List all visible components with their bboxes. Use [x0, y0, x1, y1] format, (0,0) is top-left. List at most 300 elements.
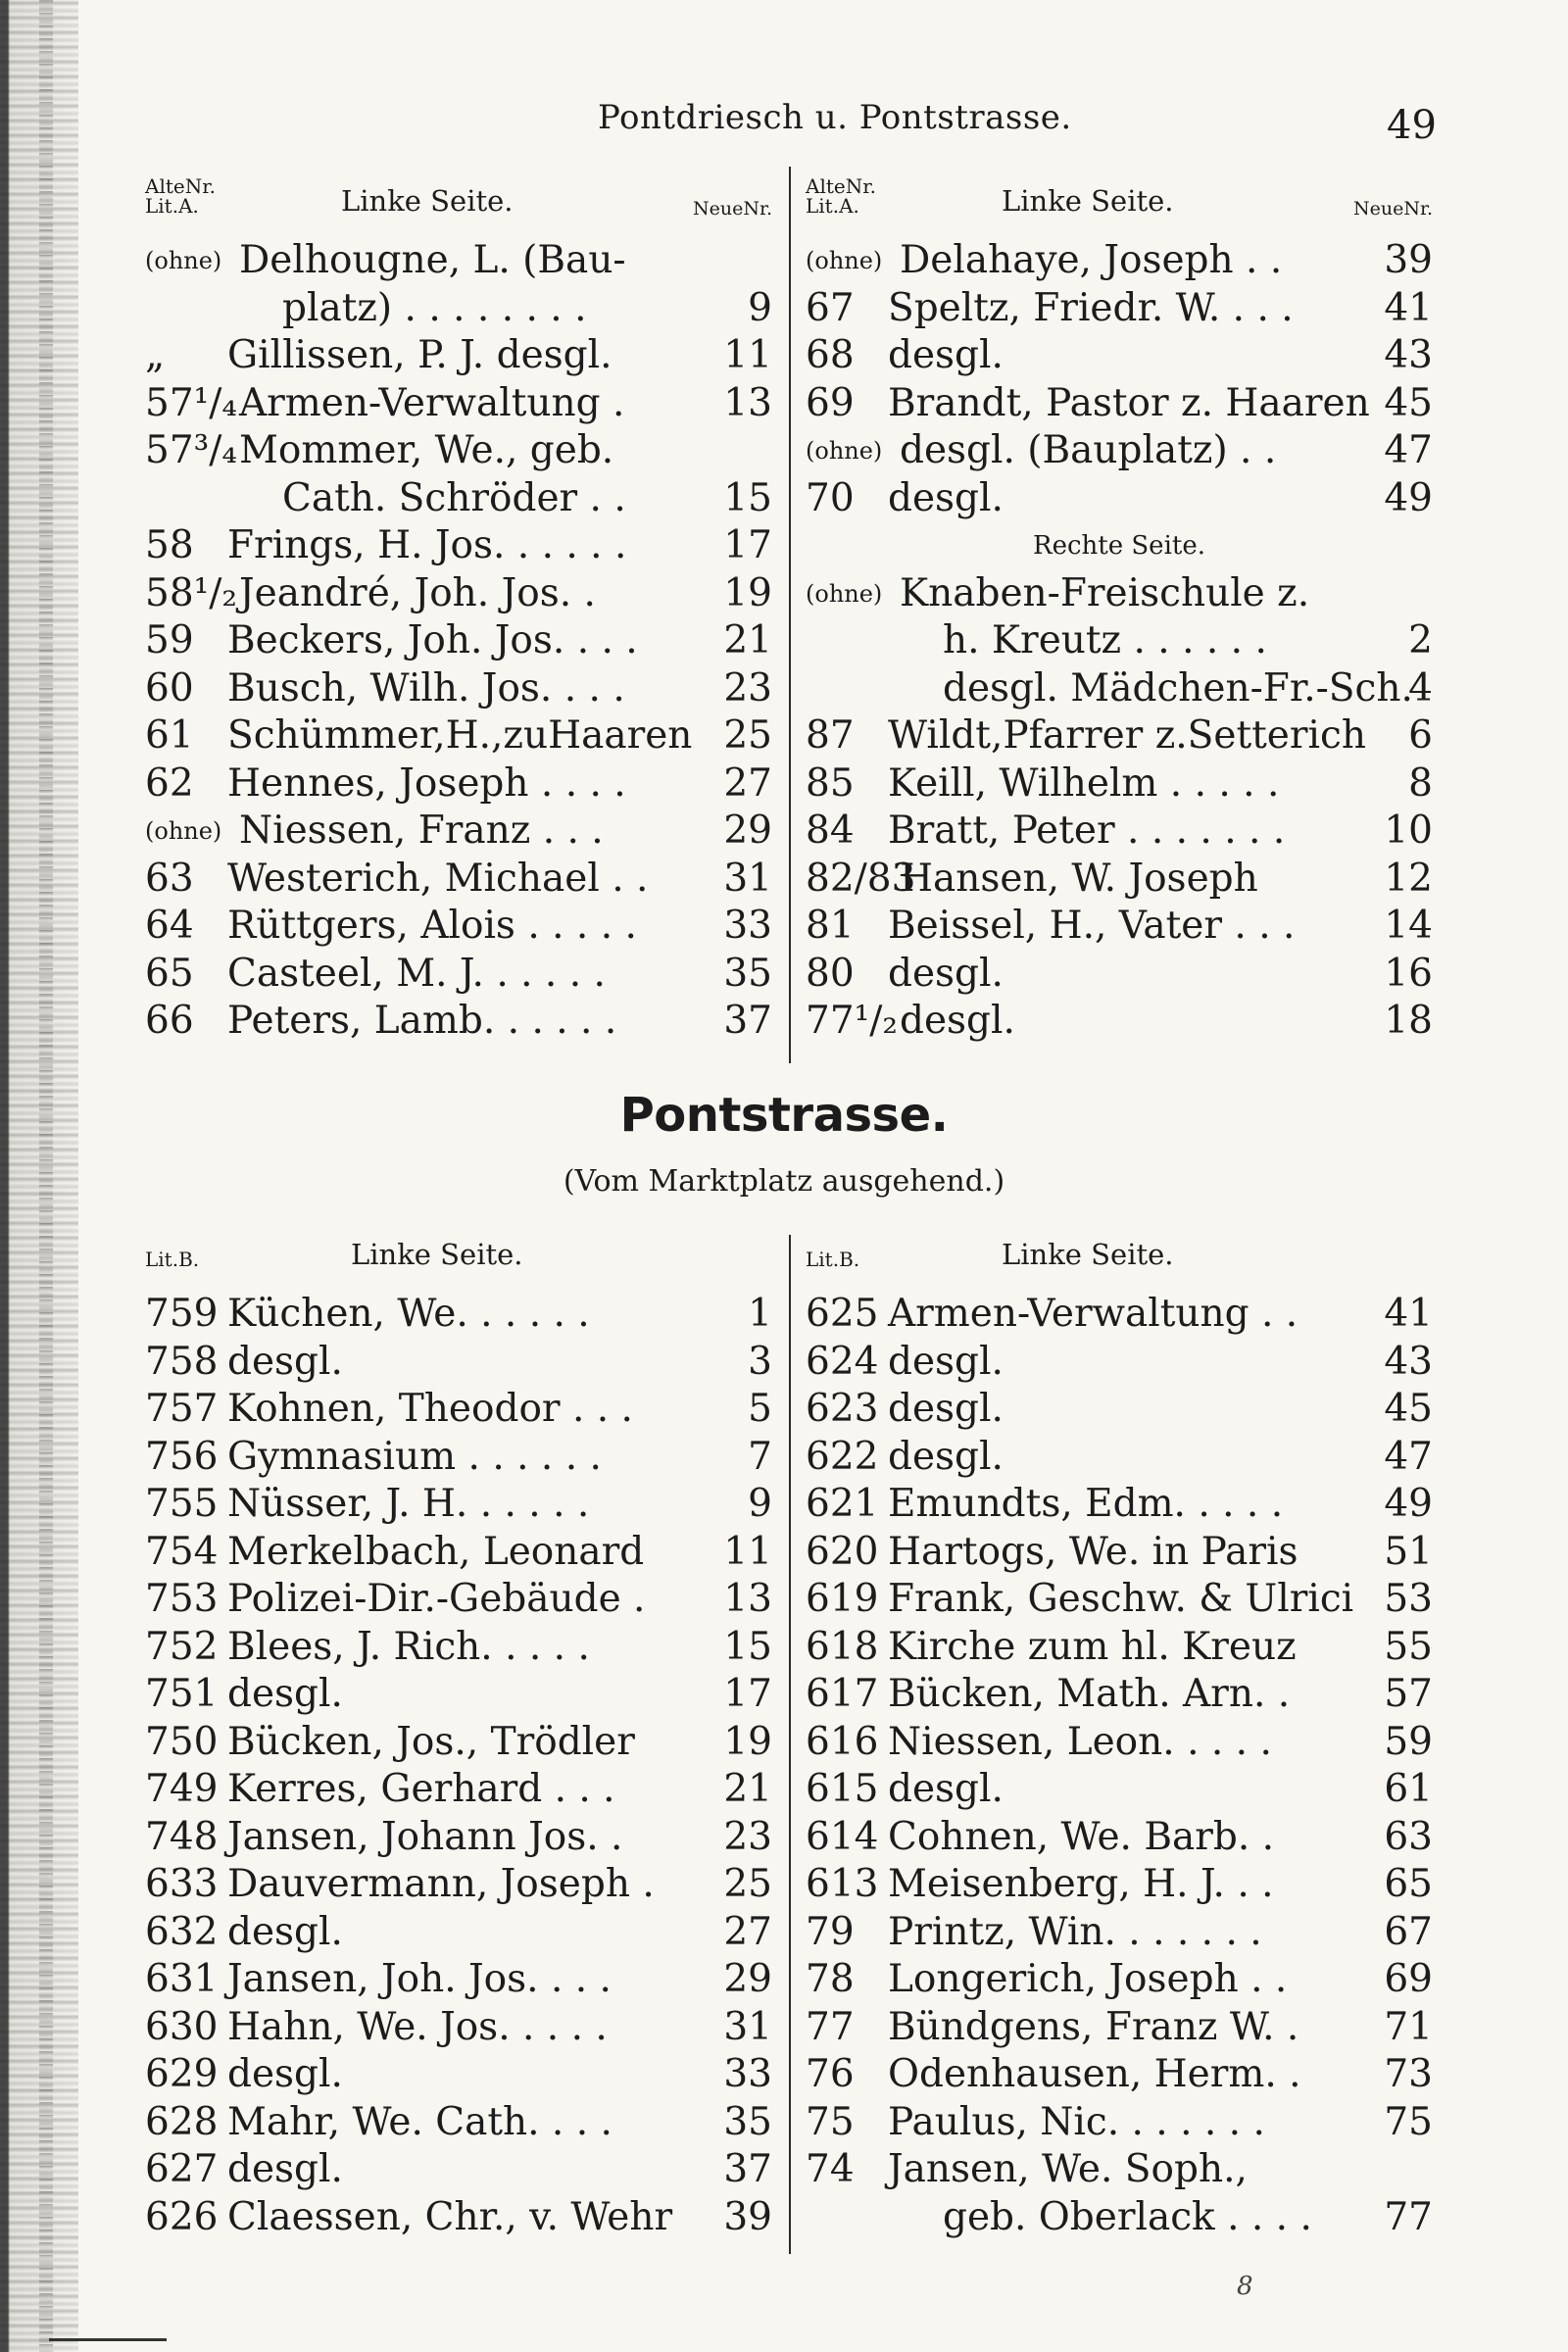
rechte-seite-label: Rechte Seite.: [1033, 531, 1205, 561]
occupant-name: Bündgens, Franz W. .: [888, 2004, 1299, 2049]
occupant-name: Delahaye, Joseph . .: [900, 238, 1283, 282]
new-number: 25: [723, 713, 772, 758]
occupant-name: Gillissen, P. J. desgl.: [227, 333, 612, 377]
entry-list: [806, 1291, 1433, 2241]
new-number: 57: [1384, 1672, 1433, 1716]
new-number: 75: [1384, 2099, 1433, 2144]
list-item: [806, 1291, 1433, 1339]
occupant-name: Beissel, H., Vater . . .: [888, 904, 1296, 948]
new-number: 31: [723, 2004, 772, 2049]
list-item: [806, 2194, 1433, 2242]
occupant-name: desgl.: [227, 1339, 343, 1384]
list-item: [806, 903, 1433, 951]
list-item: [806, 808, 1433, 856]
list-item: [806, 2146, 1433, 2194]
new-number: 55: [1384, 1624, 1433, 1669]
occupant-name: desgl.: [227, 1672, 343, 1716]
new-number: 53: [1384, 1577, 1433, 1621]
occupant-name: desgl.: [888, 1387, 1004, 1431]
list-item: [145, 237, 772, 285]
old-number: 629: [145, 2052, 219, 2096]
old-number: 619: [806, 1577, 879, 1621]
column-divider-top: [789, 167, 791, 1063]
occupant-name: Hansen, W. Joseph: [900, 856, 1258, 901]
old-number: 70: [806, 475, 855, 520]
list-item: [806, 427, 1433, 475]
list-item: [145, 1909, 772, 1957]
new-number: 7: [748, 1434, 772, 1479]
old-number: 755: [145, 1482, 219, 1526]
occupant-name: Frings, H. Jos. . . . . .: [227, 523, 627, 567]
entry-list-right-side: [806, 570, 1433, 1046]
list-item: [806, 1576, 1433, 1624]
new-number: 16: [1384, 951, 1433, 996]
new-number: 19: [723, 570, 772, 615]
list-item: [806, 1719, 1433, 1767]
old-number: 749: [145, 1767, 219, 1811]
side-label: Linke Seite.: [341, 184, 514, 218]
new-number: 33: [723, 904, 772, 948]
list-item: [806, 2099, 1433, 2147]
list-item: [145, 1719, 772, 1767]
column-header: [145, 176, 772, 237]
list-item: [145, 2051, 772, 2099]
side-label: Linke Seite.: [351, 1238, 523, 1271]
list-item: [145, 332, 772, 380]
list-item: [806, 380, 1433, 428]
old-number: (ohne): [806, 579, 883, 608]
new-number: 51: [1384, 1529, 1433, 1574]
page-number: 49: [1387, 103, 1437, 148]
list-item: [806, 1529, 1433, 1577]
old-number: 66: [145, 999, 194, 1043]
occupant-name: desgl.: [227, 2052, 343, 2096]
occupant-name: desgl. (Bauplatz) . .: [900, 428, 1277, 472]
old-number: 64: [145, 904, 194, 948]
old-number: (ohne): [806, 437, 883, 465]
new-number: 10: [1384, 808, 1433, 853]
occupant-name: desgl.: [888, 1339, 1004, 1384]
old-number: 58: [145, 523, 194, 567]
list-item: [145, 570, 772, 618]
column-header: [145, 1230, 772, 1291]
old-number: 623: [806, 1387, 879, 1431]
old-number: „: [145, 333, 166, 377]
new-number: 4: [1408, 665, 1433, 710]
occupant-name: desgl. Mädchen-Fr.-Sch.: [943, 665, 1413, 710]
new-number: 45: [1384, 1387, 1433, 1431]
old-number: 616: [806, 1719, 879, 1764]
list-item: [145, 903, 772, 951]
old-number: 620: [806, 1529, 879, 1574]
occupant-name: Peters, Lamb. . . . . .: [227, 999, 617, 1043]
old-number: 84: [806, 808, 855, 853]
occupant-name: desgl.: [227, 1909, 343, 1954]
occupant-name: Speltz, Friedr. W. . . .: [888, 285, 1294, 330]
column-header: [806, 176, 1433, 237]
list-item: [806, 760, 1433, 808]
list-item: [145, 285, 772, 333]
occupant-name: Niessen, Franz . . .: [239, 808, 604, 853]
list-item: [145, 1339, 772, 1387]
old-number: 81: [806, 904, 855, 948]
old-number: 628: [145, 2099, 219, 2144]
old-number: 626: [145, 2194, 219, 2239]
section-subtitle: (Vom Marktplatz ausgehend.): [563, 1164, 1005, 1199]
occupant-name: Armen-Verwaltung .: [239, 380, 625, 425]
occupant-name: Rüttgers, Alois . . . . .: [227, 904, 637, 948]
new-number: 9: [748, 285, 772, 330]
new-number: 23: [723, 1814, 772, 1859]
new-number: 25: [723, 1862, 772, 1906]
occupant-name: desgl.: [888, 1434, 1004, 1479]
old-number: 630: [145, 2004, 219, 2049]
list-item: [145, 427, 772, 475]
list-item: [806, 332, 1433, 380]
old-number: (ohne): [145, 817, 222, 845]
new-number: 37: [723, 999, 772, 1043]
old-number: 621: [806, 1482, 879, 1526]
list-item: [806, 712, 1433, 760]
old-number: 613: [806, 1862, 879, 1906]
occupant-name: Nüsser, J. H. . . . . .: [227, 1482, 590, 1526]
new-number: 77: [1384, 2194, 1433, 2239]
list-item: [145, 1814, 772, 1862]
occupant-name: Blees, J. Rich. . . . .: [227, 1624, 590, 1669]
occupant-name: Hennes, Joseph . . . .: [227, 760, 626, 806]
occupant-name: Jansen, Johann Jos. .: [227, 1814, 623, 1859]
new-number: 71: [1384, 2004, 1433, 2049]
old-number: 69: [806, 380, 855, 425]
lit-b-label: Lit.B.: [806, 1248, 860, 1271]
old-number: 631: [145, 1957, 219, 2001]
column-divider-bottom: [789, 1235, 791, 2254]
occupant-name: Printz, Win. . . . . . .: [888, 1909, 1262, 1954]
list-item: [806, 1814, 1433, 1862]
list-item: [145, 380, 772, 428]
alte-nr-label: AlteNr. Lit.A.: [806, 174, 876, 218]
list-item: [806, 1766, 1433, 1814]
new-number: 27: [723, 1909, 772, 1954]
occupant-name: Schümmer,H.,zuHaaren: [227, 713, 693, 758]
occupant-name: Claessen, Chr., v. Wehr: [227, 2194, 673, 2239]
list-item: [145, 1529, 772, 1577]
list-item: [806, 951, 1433, 999]
list-item: [145, 1624, 772, 1672]
occupant-name: Paulus, Nic. . . . . . .: [888, 2099, 1265, 2144]
old-number: 758: [145, 1339, 219, 1384]
list-item: [145, 2194, 772, 2242]
occupant-name: desgl.: [888, 1767, 1004, 1811]
list-item: [806, 1339, 1433, 1387]
list-item: [145, 475, 772, 523]
old-number: 618: [806, 1624, 879, 1669]
list-item: [145, 1861, 772, 1909]
list-item: [806, 665, 1433, 713]
new-number: 29: [723, 1957, 772, 2001]
bottom-rule: [49, 2338, 167, 2341]
new-number: 27: [723, 760, 772, 806]
list-item: [145, 856, 772, 904]
pencil-mark: 8: [1237, 2272, 1253, 2301]
occupant-name: Knaben-Freischule z.: [900, 570, 1310, 615]
new-number: 69: [1384, 1957, 1433, 2001]
new-number: 17: [723, 1672, 772, 1716]
list-item: [806, 1434, 1433, 1482]
new-number: 9: [748, 1482, 772, 1526]
occupant-name: Merkelbach, Leonard: [227, 1529, 645, 1574]
occupant-name: Cath. Schröder . .: [282, 475, 626, 520]
old-number: 87: [806, 713, 855, 758]
list-item: [145, 998, 772, 1046]
new-number: 73: [1384, 2052, 1433, 2096]
old-number: 624: [806, 1339, 879, 1384]
occupant-name: Polizei-Dir.-Gebäude .: [227, 1577, 646, 1621]
list-item: [145, 808, 772, 856]
list-item: [806, 1861, 1433, 1909]
list-item: [145, 2004, 772, 2052]
old-number: 757: [145, 1387, 219, 1431]
old-number: 748: [145, 1814, 219, 1859]
new-number: 12: [1384, 856, 1433, 901]
occupant-name: Hartogs, We. in Paris: [888, 1529, 1298, 1574]
list-item: [806, 570, 1433, 618]
occupant-name: Delhougne, L. (Bau-: [239, 238, 626, 282]
occupant-name: Mahr, We. Cath. . . .: [227, 2099, 612, 2144]
occupant-name: Odenhausen, Herm. .: [888, 2052, 1301, 2096]
new-number: 43: [1384, 1339, 1433, 1384]
occupant-name: Emundts, Edm. . . . .: [888, 1482, 1284, 1526]
new-number: 21: [723, 1767, 772, 1811]
occupant-name: Longerich, Joseph . .: [888, 1957, 1288, 2001]
occupant-name: desgl.: [227, 2147, 343, 2191]
new-number: 41: [1384, 285, 1433, 330]
new-number: 17: [723, 523, 772, 567]
old-number: 756: [145, 1434, 219, 1479]
list-item: [145, 2099, 772, 2147]
new-number: 11: [723, 1529, 772, 1574]
list-item: [145, 617, 772, 665]
old-number: 82/83: [806, 856, 916, 901]
new-number: 39: [723, 2194, 772, 2239]
occupant-name: Jansen, Joh. Jos. . . .: [227, 1957, 612, 2001]
pontstrasse-right-column: [806, 1230, 1433, 2241]
pontstrasse-left-column: [145, 1230, 772, 2241]
new-number: 21: [723, 618, 772, 662]
new-number: 15: [723, 475, 772, 520]
list-item: [145, 2146, 772, 2194]
list-item: [145, 712, 772, 760]
occupant-name: desgl.: [888, 333, 1004, 377]
column-header: [806, 1230, 1433, 1291]
new-number: 5: [748, 1387, 772, 1431]
pontdriesch-right-column: [806, 176, 1433, 1046]
new-number: 8: [1408, 760, 1433, 806]
side-label: Linke Seite.: [1002, 184, 1174, 218]
entry-list: [145, 237, 772, 1046]
occupant-name: Kohnen, Theodor . . .: [227, 1387, 633, 1431]
new-number: 41: [1384, 1292, 1433, 1336]
old-number: 754: [145, 1529, 219, 1574]
new-number: 49: [1384, 1482, 1433, 1526]
new-number: 19: [723, 1719, 772, 1764]
occupant-name: Bücken, Math. Arn. .: [888, 1672, 1291, 1716]
old-number: 622: [806, 1434, 879, 1479]
old-number: 63: [145, 856, 194, 901]
new-number: 39: [1384, 238, 1433, 282]
list-item: [806, 1624, 1433, 1672]
list-item: [145, 665, 772, 713]
occupant-name: Busch, Wilh. Jos. . . .: [227, 665, 625, 710]
old-number: 753: [145, 1577, 219, 1621]
new-number: 23: [723, 665, 772, 710]
occupant-name: Bücken, Jos., Trödler: [227, 1719, 635, 1764]
list-item: [806, 617, 1433, 665]
old-number: 65: [145, 951, 194, 996]
new-number: 15: [723, 1624, 772, 1669]
old-number: 77: [806, 2004, 855, 2049]
list-item: [145, 1434, 772, 1482]
old-number: 615: [806, 1767, 879, 1811]
old-number: 58¹/₂: [145, 570, 238, 615]
new-number: 61: [1384, 1767, 1433, 1811]
lit-b-label: Lit.B.: [145, 1248, 200, 1271]
occupant-name: Dauvermann, Joseph .: [227, 1862, 655, 1906]
list-item: [806, 1481, 1433, 1529]
list-item: [145, 951, 772, 999]
new-number: 35: [723, 2099, 772, 2144]
new-number: 47: [1384, 428, 1433, 472]
old-number: 750: [145, 1719, 219, 1764]
new-number: 49: [1384, 475, 1433, 520]
new-number: 45: [1384, 380, 1433, 425]
list-item: [806, 2051, 1433, 2099]
occupant-name: Hahn, We. Jos. . . . .: [227, 2004, 608, 2049]
old-number: 625: [806, 1292, 879, 1336]
new-number: 18: [1384, 999, 1433, 1043]
list-item: [806, 475, 1433, 523]
occupant-name: platz) . . . . . . . .: [282, 285, 587, 330]
old-number: 78: [806, 1957, 855, 2001]
section-title: Pontstrasse.: [619, 1088, 949, 1143]
list-item: [806, 1956, 1433, 2004]
old-number: 62: [145, 760, 194, 806]
occupant-name: Küchen, We. . . . . .: [227, 1292, 590, 1336]
pontdriesch-left-column: [145, 176, 772, 1046]
occupant-name: desgl.: [888, 475, 1004, 520]
old-number: 75: [806, 2099, 855, 2144]
occupant-name: desgl.: [888, 951, 1004, 996]
new-number: 63: [1384, 1814, 1433, 1859]
list-item: [806, 1671, 1433, 1719]
list-item: [145, 1576, 772, 1624]
old-number: (ohne): [806, 247, 883, 274]
list-item: [145, 1386, 772, 1434]
old-number: 752: [145, 1624, 219, 1669]
new-number: 65: [1384, 1862, 1433, 1906]
occupant-name: Mommer, We., geb.: [239, 428, 614, 472]
occupant-name: Brandt, Pastor z. Haaren: [888, 380, 1370, 425]
entry-list: [806, 237, 1433, 522]
new-number: 13: [723, 380, 772, 425]
list-item: [806, 1386, 1433, 1434]
list-item: [145, 1481, 772, 1529]
old-number: 57³/₄: [145, 428, 238, 472]
new-number: 59: [1384, 1719, 1433, 1764]
new-number: 6: [1408, 713, 1433, 758]
occupant-name: Meisenberg, H. J. . .: [888, 1862, 1274, 1906]
occupant-name: Kerres, Gerhard . . .: [227, 1767, 615, 1811]
new-number: 67: [1384, 1909, 1433, 1954]
new-number: 35: [723, 951, 772, 996]
old-number: 74: [806, 2147, 855, 2191]
list-item: [145, 1291, 772, 1339]
old-number: 57¹/₄: [145, 380, 238, 425]
list-item: [145, 1671, 772, 1719]
new-number: 31: [723, 856, 772, 901]
occupant-name: Westerich, Michael . .: [227, 856, 649, 901]
neue-nr-label: NeueNr.: [692, 198, 772, 220]
occupant-name: Bratt, Peter . . . . . . .: [888, 808, 1286, 853]
list-item: [145, 760, 772, 808]
new-number: 43: [1384, 333, 1433, 377]
list-item: [145, 1956, 772, 2004]
list-item: [806, 1909, 1433, 1957]
occupant-name: Wildt,Pfarrer z.Setterich: [888, 713, 1366, 758]
old-number: 80: [806, 951, 855, 996]
list-item: [806, 998, 1433, 1046]
occupant-name: Keill, Wilhelm . . . . .: [888, 760, 1280, 806]
entry-list: [145, 1291, 772, 2241]
new-number: 33: [723, 2052, 772, 2096]
occupant-name: Gymnasium . . . . . .: [227, 1434, 602, 1479]
old-number: (ohne): [145, 247, 222, 274]
old-number: 67: [806, 285, 855, 330]
occupant-name: geb. Oberlack . . . .: [943, 2194, 1312, 2239]
new-number: 29: [723, 808, 772, 853]
new-number: 37: [723, 2147, 772, 2191]
old-number: 759: [145, 1292, 219, 1336]
old-number: 68: [806, 333, 855, 377]
new-number: 3: [748, 1339, 772, 1384]
old-number: 85: [806, 760, 855, 806]
occupant-name: Beckers, Joh. Jos. . . .: [227, 618, 638, 662]
list-item: [806, 285, 1433, 333]
new-number: 11: [723, 333, 772, 377]
old-number: 633: [145, 1862, 219, 1906]
new-number: 2: [1408, 618, 1433, 662]
alte-nr-label: AlteNr. Lit.A.: [145, 174, 216, 218]
new-number: 13: [723, 1577, 772, 1621]
old-number: 627: [145, 2147, 219, 2191]
list-item: [806, 237, 1433, 285]
old-number: 632: [145, 1909, 219, 1954]
occupant-name: desgl.: [900, 999, 1015, 1043]
old-number: 59: [145, 618, 194, 662]
old-number: 77¹/₂: [806, 999, 899, 1043]
occupant-name: Niessen, Leon. . . . .: [888, 1719, 1272, 1764]
old-number: 614: [806, 1814, 879, 1859]
neue-nr-label: NeueNr.: [1352, 198, 1433, 220]
side-label: Linke Seite.: [1002, 1238, 1174, 1271]
old-number: 617: [806, 1672, 879, 1716]
list-item: [145, 1766, 772, 1814]
list-item: [145, 522, 772, 570]
new-number: 1: [748, 1292, 772, 1336]
old-number: 751: [145, 1672, 219, 1716]
new-number: 47: [1384, 1434, 1433, 1479]
old-number: 61: [145, 713, 194, 758]
